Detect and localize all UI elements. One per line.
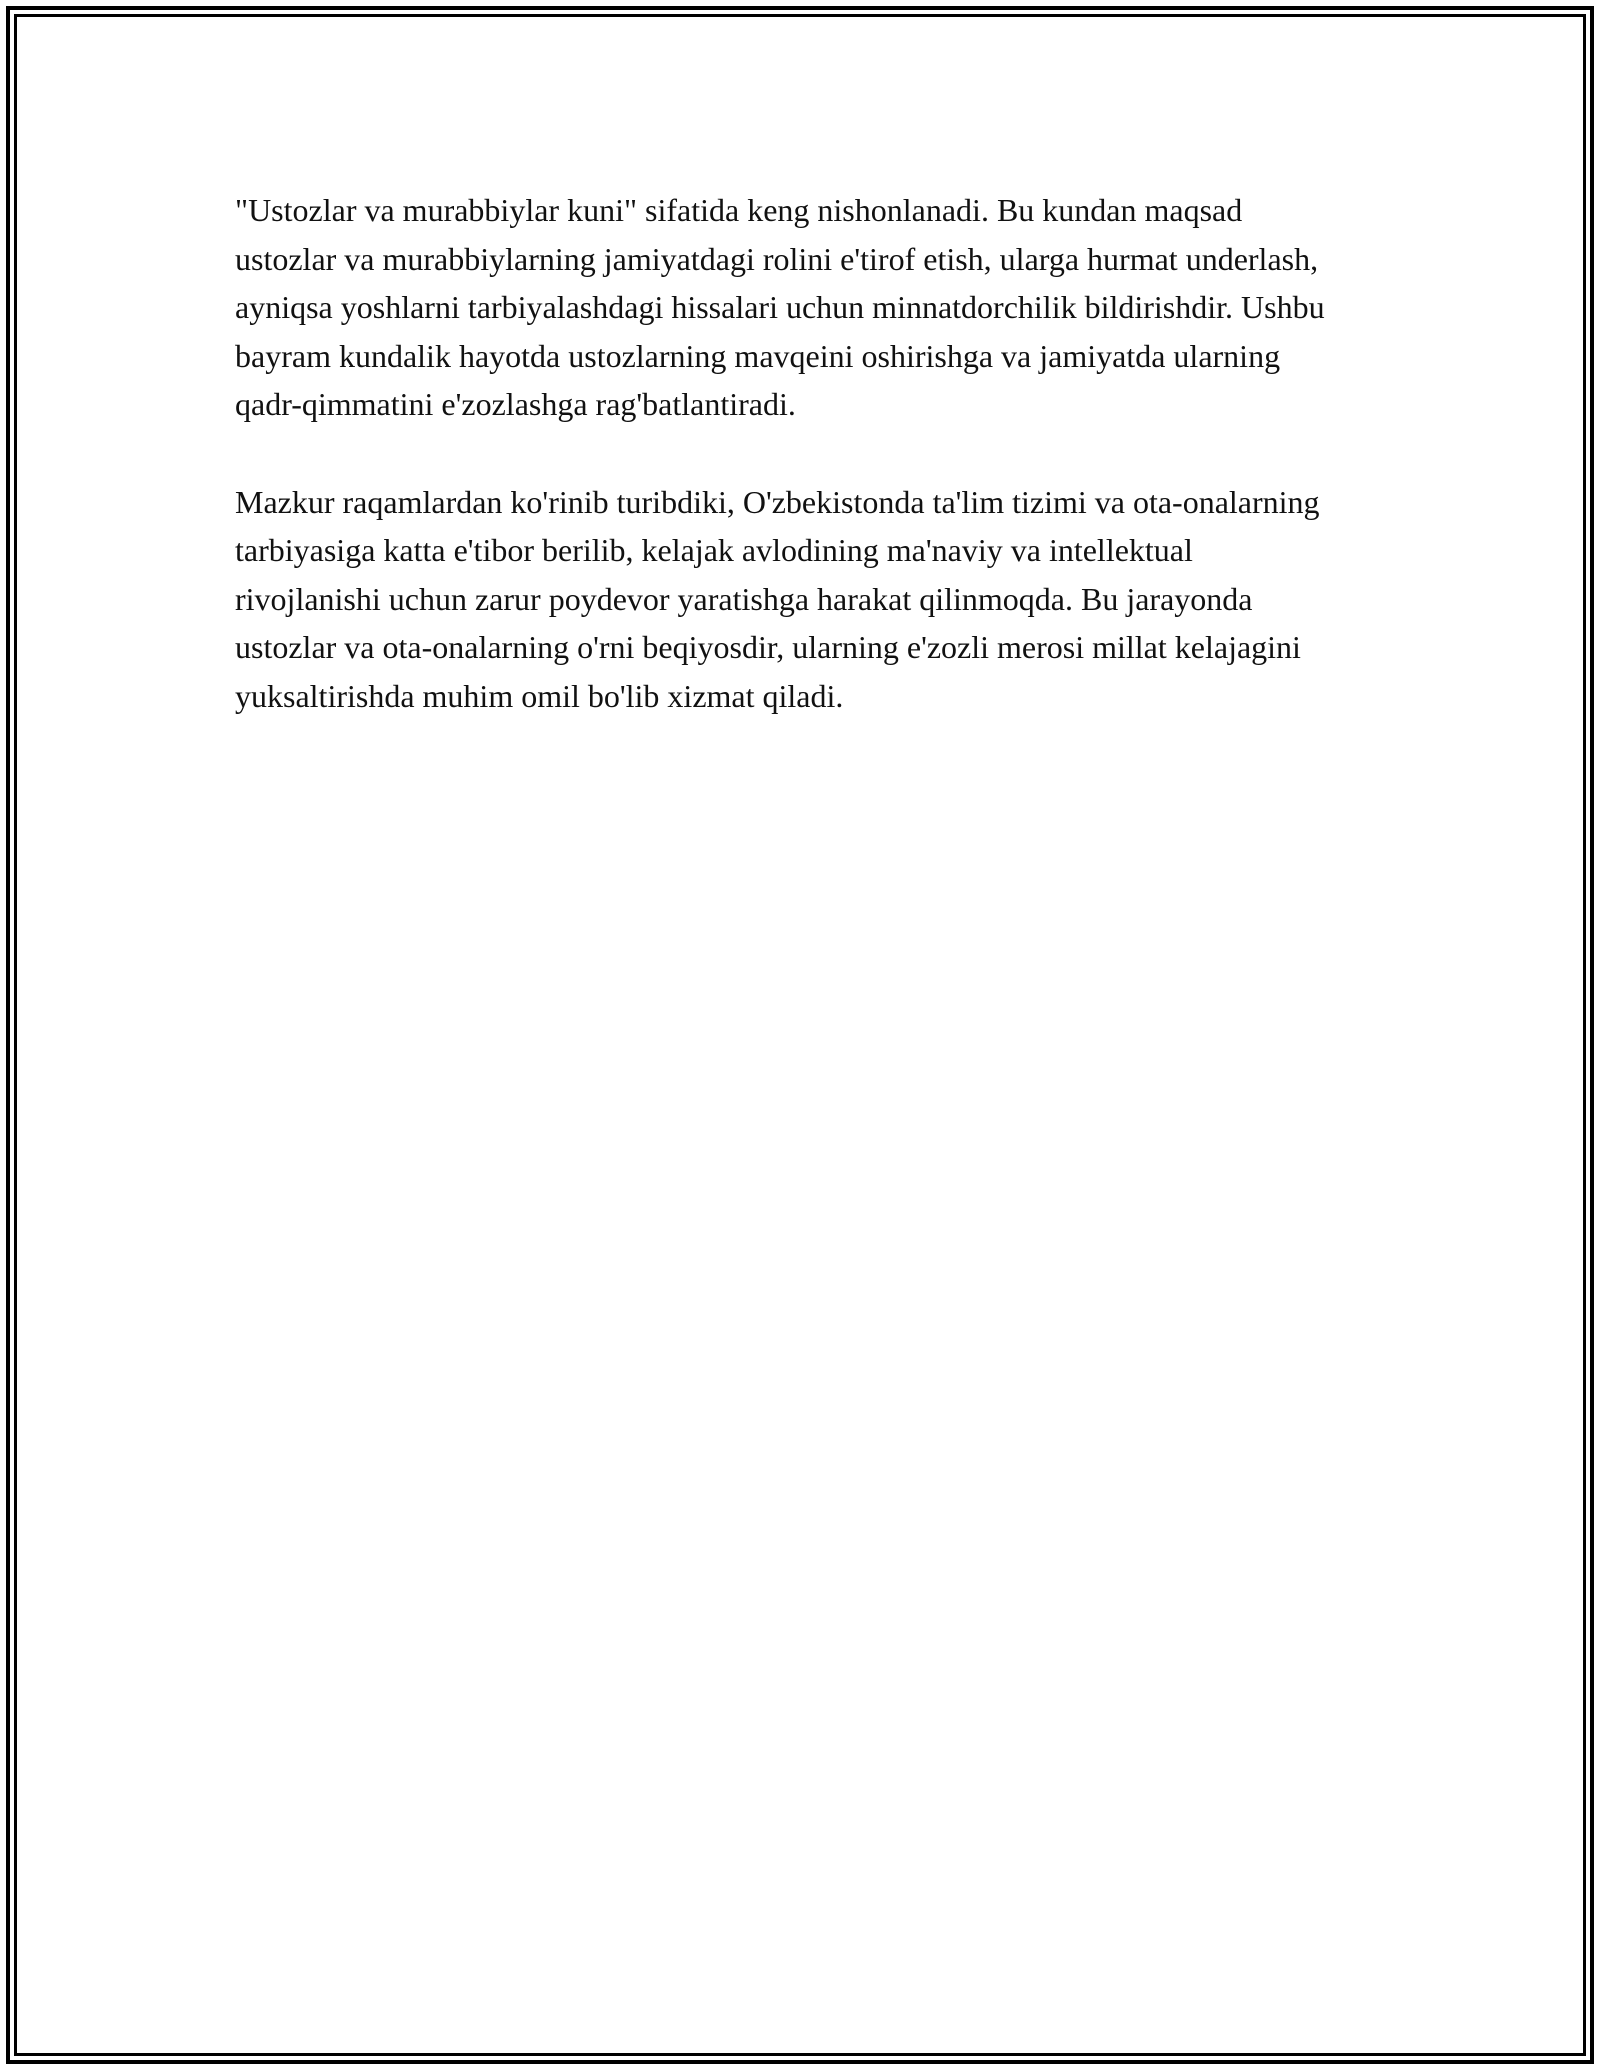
document-body [235, 186, 1345, 769]
paragraph-2: Mazkur raqamlardan ko'rinib turibdiki, O'zbekistonda ta'lim tizimi va ota-onalarning tarbiyasiga katta e'tibor berilib, kelajak avlodining ma'naviy va intellektual rivojlanishi uchun zarur poydevor yaratishga harakat qilinmoqda. Bu jarayonda ustozlar va ota-onalarning o'rni beqiyosdir, ularning e'zozli merosi millat kelajagini yuksaltirishda muhim omil bo'lib xizmat qiladi. [235, 483, 1320, 714]
paragraph-1: "Ustozlar va murabbiylar kuni" sifatida keng nishonlanadi. Bu kundan maqsad ustozlar va murabbiylarning jamiyatdagi rolini e'tirof etish, ularga hurmat underlash, ayniqsa yoshlarni tarbiyalashdagi hissalari uchun minnatdorchilik bildirishdir. Ushbu bayram kundalik hayotda ustozlarning mavqeini oshirishga va jamiyatda ularning qadr-qimmatini e'zozlashga rag'batlantiradi. [235, 192, 1325, 422]
